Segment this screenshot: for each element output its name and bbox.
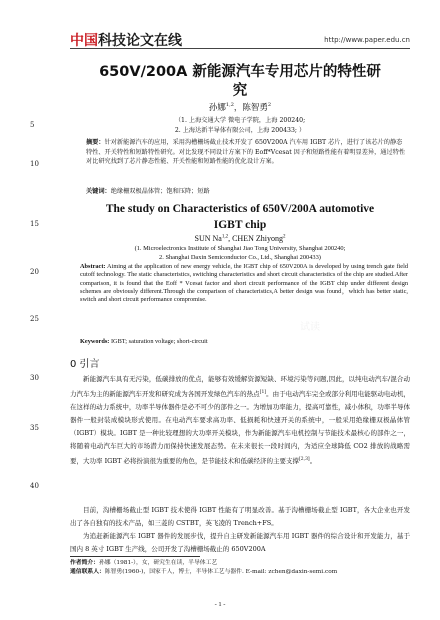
authors-cn	[70, 101, 410, 113]
author-en-2-sup: 2	[282, 234, 286, 240]
author-en-2: CHEN Zhiyong	[232, 234, 283, 243]
body-paragraph-2: 目前，沟槽栅场截止型 IGBT 技术使得 IGBT 性能有了明显改善。基于沟槽栅场截止型 IGBT，各大企业也开发出了各自独有的技术产品，如三菱的 CSTBT，英飞凌的 Trench+FS。	[70, 506, 410, 527]
author-en-sep: ,	[228, 234, 233, 243]
line-number: 10	[30, 160, 39, 168]
author-en-1-sup: 1,2	[221, 234, 229, 240]
footnote-contact-label: 通信联系人：	[70, 569, 105, 575]
title-en-line2: IGBT chip	[213, 219, 267, 231]
line-number: 5	[30, 121, 35, 129]
keywords-cn-text: 绝缘栅双极晶体管；饱和压降；短路	[110, 188, 210, 195]
footnote-author-label: 作者简介：	[70, 560, 99, 566]
body-paragraph-1	[70, 373, 410, 468]
keywords-cn	[86, 186, 408, 195]
page-title-cn	[70, 63, 410, 101]
paragraph-1-text-b: 。由于电动汽车完全或部分利用电能驱动电动机，在这样的动力系统中，功率半导体器件是必不可少的部件之一。为增加功率能力，提高可靠性，减小体积，功率半导体器件一般封装成模块形式使用。在电动汽车要求高功率、低损耗和快速开关的系统中，一般采用绝缘栅双极晶体管（IGBT）模块。IGBT 是一种比较理想的大功率开关模块，作为新能源汽车电机控制与节能技术最核心的部件之一，将随着电动汽车巨大的市场潜力而保持快速发展态势。在未来很长一段时间内，为适应全球降低 CO2 排放的战略需要，大功率 IGBT 必将扮演很为重要的角色，是节能技术和低碳经济的主要支撑	[70, 390, 411, 466]
footnote-author-bio	[70, 559, 410, 568]
affiliation-en-1: (1. Microelectronics Institute of Shanghai Jiao Tong University, Shanghai 200240;	[134, 245, 346, 252]
abstract-en	[80, 263, 408, 304]
title-en-line1: The study on Characteristics of 650V/200A automotive	[105, 203, 375, 215]
logo-dark-text: 科技论文在线	[98, 33, 182, 49]
affiliation-cn-2: 2. 上海达新半导体有限公司，上海 200433; ）	[174, 127, 306, 134]
line-number: 15	[30, 220, 39, 228]
paragraph-1-text-a: 新能源汽车具有无污染，低碳排放的优点，能够有效缓解资源短缺、环境污染等问题,因此，以纯电动汽车/混合动力汽车为主的新能源汽车开发和研究成为各国开发绿色汽车的热点	[70, 375, 410, 399]
author-cn-1: 孙娜	[208, 103, 226, 113]
line-number: 40	[30, 482, 39, 490]
line-number: 30	[30, 374, 39, 382]
authors-en	[70, 234, 410, 243]
abstract-cn-label: 摘要：	[86, 139, 105, 146]
logo-red-text: 中国	[70, 33, 98, 49]
author-cn-2: 陈智勇	[242, 103, 268, 113]
abstract-en-text: Aiming at the application of new energy vehicle, the IGBT chip of 650V200A is developed by using trench gate field cutoff technology. The static characteristics, switching characteristics and short circuit characteristics of the chip are studied.After comparison, it is found that the Eoff * Vcesat factor and short circuit performance of the IGBT chip under different design schemes are obviously different.Through the comparison of characteristics,A better design was found，which has better static, switch and short circuit performance compromise.	[80, 263, 408, 304]
site-logo[interactable]	[70, 30, 182, 50]
title-cn-line2: 究	[232, 83, 248, 99]
author-en-1: SUN Na	[194, 234, 222, 243]
keywords-en-text: IGBT; saturation voltage; short-circuit	[109, 338, 208, 345]
citation-ref-2[interactable]: [2,3]	[299, 457, 310, 463]
watermark: 试读	[300, 322, 320, 333]
footnote-author-text: 孙娜（1981-），女，研究生在读，半导体工艺	[99, 560, 218, 566]
line-number: 25	[30, 315, 39, 323]
section-heading-intro: 0 引言	[70, 359, 100, 370]
page-title-en	[70, 201, 410, 233]
line-number: 20	[30, 268, 39, 276]
footnote-divider	[70, 556, 200, 557]
site-url[interactable]: http://www.paper.edu.cn	[324, 36, 410, 44]
abstract-cn-text: 针对新能源汽车的应用，采用沟槽栅场截止技术开发了 650V200A 汽车用 IGBT 芯片，进行了该芯片的静态特性、开关特性和短路特性研究。对比发现不同设计方案下的 Eoff*Vcesat 因子和短路性能有着明显差异，通过特性对比研究找到了芯片静态性能、开关性能和短路性能的优化设计方案。	[86, 139, 406, 166]
title-cn-line1: 650V/200A 新能源汽车专用芯片的特性研	[99, 64, 381, 80]
affiliation-en-2: 2. Shanghai Daxin Semiconductor Co., Ltd., Shanghai 200433)	[159, 254, 321, 261]
abstract-cn	[86, 138, 408, 167]
affiliations-en	[70, 244, 410, 262]
keywords-cn-label: 关键词：	[86, 188, 111, 195]
keywords-en-label: Keywords:	[80, 338, 110, 345]
author-cn-1-sup: 1,2	[225, 102, 234, 109]
author-cn-2-sup: 2	[267, 102, 272, 109]
line-number: 35	[30, 424, 39, 432]
abstract-en-label: Abstract:	[80, 263, 106, 270]
author-cn-sep: ，	[233, 103, 243, 113]
citation-ref-1[interactable]: [1]	[259, 390, 267, 395]
footnote-contact-text: 陈智勇(1960-)，国家千人，博士，半导体工艺与器件. E-mail: zchen@daxin-semi.com	[104, 569, 338, 575]
footnote-contact	[70, 568, 410, 577]
body-paragraph-3: 为追赶新能源汽车 IGBT 器件的发展步伐，提升自主研发新能源汽车用 IGBT 器件的综合设计和开发能力，基于国内 8 英寸 IGBT 生产线，公司开发了沟槽栅场截止的 650V200A	[70, 532, 410, 553]
affiliation-cn-1: （1. 上海交通大学 微电子学院，上海 200240;	[174, 117, 306, 124]
header-divider	[70, 48, 410, 49]
paragraph-1-text-c: 。	[309, 457, 317, 466]
keywords-en	[80, 338, 408, 345]
page-number: - 1 -	[214, 601, 226, 608]
